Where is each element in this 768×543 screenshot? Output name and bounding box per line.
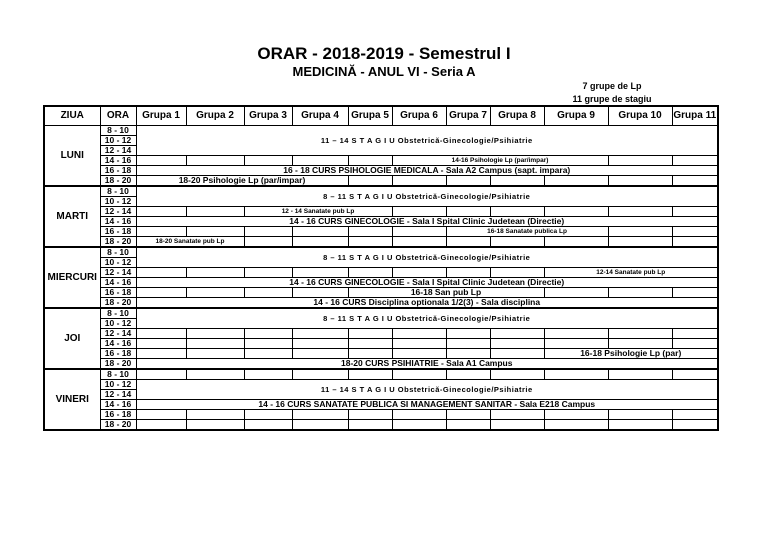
event-stagiu: 11 – 14 S T A G I U Obstetrică-Ginecologie/Psihiatrie (136, 380, 718, 400)
event-curs: 16 - 18 CURS PSIHOLOGIE MEDICALA - Sala A2 Campus (sapt. impara) (136, 166, 718, 176)
col-header: Grupa 4 (292, 106, 348, 126)
time-slot: 16 - 18 (100, 349, 136, 359)
event-stagiu: 8 – 11 S T A G I U Obstetrică-Ginecologie/Psihiatrie (136, 247, 718, 268)
time-slot: 18 - 20 (100, 359, 136, 370)
time-slot: 14 - 16 (100, 339, 136, 349)
col-header: Grupa 3 (244, 106, 292, 126)
time-slot: 12 - 14 (100, 268, 136, 278)
time-slot: 10 - 12 (100, 258, 136, 268)
event-curs: 14 - 16 CURS SANATATE PUBLICA SI MANAGEMENT SANITAR - Sala E218 Campus (136, 400, 718, 410)
time-slot: 14 - 16 (100, 278, 136, 288)
groups-lp-note: 7 grupe de Lp (582, 81, 642, 91)
time-slot: 18 - 20 (100, 237, 136, 248)
event-lp: 16-18 Psihologie Lp (par) (544, 349, 718, 359)
event-lp: 18-20 Psihologie Lp (par/impar) (136, 176, 348, 187)
time-slot: 16 - 18 (100, 410, 136, 420)
header-row (44, 106, 718, 126)
time-slot: 12 - 14 (100, 207, 136, 217)
event-curs: 18-20 CURS PSIHIATRIE - Sala A1 Campus (136, 359, 718, 370)
time-slot: 12 - 14 (100, 390, 136, 400)
time-slot: 8 - 10 (100, 126, 136, 136)
time-slot: 16 - 18 (100, 166, 136, 176)
event-curs: 14 - 16 CURS GINECOLOGIE - Sala I Spital Clinic Judetean (Directie) (136, 217, 718, 227)
time-slot: 10 - 12 (100, 380, 136, 390)
event-stagiu: 8 – 11 S T A G I U Obstetrică-Ginecologie/Psihiatrie (136, 308, 718, 329)
time-slot: 8 - 10 (100, 308, 136, 319)
day-cell: JOI (44, 308, 100, 369)
groups-stagiu-note: 11 grupe de stagiu (572, 94, 652, 104)
time-slot: 16 - 18 (100, 227, 136, 237)
schedule-table (43, 105, 719, 431)
time-slot: 10 - 12 (100, 319, 136, 329)
page-title: ORAR - 2018-2019 - Semestrul I (257, 44, 511, 63)
event-lp: 12 - 14 Sanatate pub Lp (244, 207, 392, 217)
time-slot: 10 - 12 (100, 197, 136, 207)
event-curs: 14 - 16 CURS Disciplina optionala 1/2(3) - Sala disciplina (136, 298, 718, 309)
day-cell: LUNI (44, 126, 100, 187)
event-stagiu: 8 – 11 S T A G I U Obstetrică-Ginecologie/Psihiatrie (136, 186, 718, 207)
col-header: Grupa 2 (186, 106, 244, 126)
day-cell: VINERI (44, 369, 100, 430)
time-slot: 14 - 16 (100, 156, 136, 166)
event-lp: 16-18 Sanatate publica Lp (446, 227, 608, 237)
col-header: Grupa 11 (672, 106, 718, 126)
col-header: Grupa 7 (446, 106, 490, 126)
time-slot: 8 - 10 (100, 247, 136, 258)
page-subtitle: MEDICINĂ - ANUL VI - Seria A (292, 64, 476, 79)
time-slot: 18 - 20 (100, 298, 136, 309)
day-cell: MIERCURI (44, 247, 100, 308)
event-lp: 16-18 San pub Lp (348, 288, 544, 298)
time-slot: 10 - 12 (100, 136, 136, 146)
time-slot: 12 - 14 (100, 146, 136, 156)
col-header: ORA (100, 106, 136, 126)
time-slot: 8 - 10 (100, 186, 136, 197)
time-slot: 18 - 20 (100, 176, 136, 187)
day-cell: MARTI (44, 186, 100, 247)
col-header: Grupa 5 (348, 106, 392, 126)
col-header: ZIUA (44, 106, 100, 126)
time-slot: 12 - 14 (100, 329, 136, 339)
event-curs: 14 - 16 CURS GINECOLOGIE - Sala I Spital Clinic Judetean (Directie) (136, 278, 718, 288)
time-slot: 8 - 10 (100, 369, 136, 380)
event-lp: 12-14 Sanatate pub Lp (544, 268, 718, 278)
col-header: Grupa 9 (544, 106, 608, 126)
event-stagiu: 11 – 14 S T A G I U Obstetrică-Ginecologie/Psihiatrie (136, 126, 718, 156)
time-slot: 18 - 20 (100, 420, 136, 431)
time-slot: 14 - 16 (100, 400, 136, 410)
col-header: Grupa 10 (608, 106, 672, 126)
event-lp: 14-16 Psihologie Lp (par/impar) (392, 156, 608, 166)
col-header: Grupa 6 (392, 106, 446, 126)
time-slot: 14 - 16 (100, 217, 136, 227)
time-slot: 16 - 18 (100, 288, 136, 298)
event-lp: 18-20 Sanatate pub Lp (136, 237, 244, 248)
col-header: Grupa 1 (136, 106, 186, 126)
col-header: Grupa 8 (490, 106, 544, 126)
